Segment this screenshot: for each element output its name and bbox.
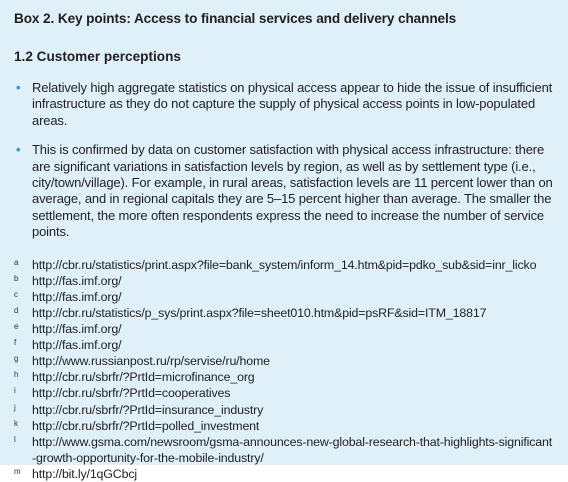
footnote-mark: e	[14, 322, 19, 332]
footnote-mark: h	[14, 370, 19, 380]
key-point	[14, 80, 554, 129]
footnote	[14, 289, 554, 305]
footnote	[14, 273, 554, 289]
footnote-mark: a	[14, 257, 19, 267]
footnote-link[interactable]: http://cbr.ru/sbrfr/?PrtId=insurance_industry	[32, 402, 264, 417]
footnote-link[interactable]: http://fas.imf.org/	[32, 273, 122, 288]
footnote-link[interactable]: http://cbr.ru/sbrfr/?PrtId=polled_investment	[32, 418, 260, 433]
footnote	[14, 402, 554, 418]
footnote	[14, 257, 554, 273]
footnote-link[interactable]: http://www.gsma.com/newsroom/gsma-announces-new-global-research-that-highlights-significant-growth-opportunity-for-the-mobile-industry/	[32, 434, 553, 465]
footnote-link[interactable]: http://fas.imf.org/	[32, 289, 122, 304]
footnote-mark: i	[14, 386, 16, 396]
footnote	[14, 385, 554, 401]
footnote-link[interactable]: http://cbr.ru/statistics/print.aspx?file=bank_system/inform_14.htm&pid=pdko_sub&sid=inr_licko	[32, 257, 537, 272]
footnote	[14, 321, 554, 337]
key-point-text: This is confirmed by data on customer satisfaction with physical access infrastructure: there are significant variations in satisfaction levels by region, as well as by settlement type (i.e., city/town/village). For example, in rural areas, satisfaction levels are 11 percent lower than on average, and in regional capitals they are 5–15 percent higher than average. The smaller the settlement, the more often respondents express the need to increase the number of service points.	[32, 142, 553, 240]
box-title: Box 2. Key points: Access to financial services and delivery channels	[14, 11, 457, 26]
footnote-link[interactable]: http://cbr.ru/sbrfr/?PrtId=cooperatives	[32, 386, 231, 401]
footnote-mark: g	[14, 354, 19, 364]
key-point	[14, 142, 554, 240]
footnote	[14, 305, 554, 321]
footnote	[14, 418, 554, 434]
footnote-mark: d	[14, 305, 19, 315]
footnote	[14, 434, 554, 466]
footnote-link[interactable]: http://cbr.ru/statistics/p_sys/print.aspx?file=sheet010.htm&pid=psRF&sid=ITM_18817	[32, 305, 487, 320]
key-point-text: Relatively high aggregate statistics on physical access appear to hide the issue of insufficient infrastructure as they do not capture the supply of physical access points in low-populated areas.	[32, 80, 553, 128]
footnote-mark: j	[14, 402, 16, 412]
footnote-link[interactable]: http://www.russianpost.ru/rp/servise/ru/home	[32, 354, 270, 369]
section-title: 1.2 Customer perceptions	[14, 49, 181, 64]
footnote-mark: b	[14, 273, 19, 283]
key-points-list	[14, 80, 554, 241]
footnote	[14, 369, 554, 385]
bullet-icon: •	[16, 80, 21, 95]
footnote-mark: k	[14, 418, 18, 428]
footnote-mark: m	[14, 466, 21, 476]
footnote-link[interactable]: http://cbr.ru/sbrfr/?PrtId=microfinance_org	[32, 370, 255, 385]
footnote-mark: l	[14, 434, 16, 444]
footnote	[14, 353, 554, 369]
footnote-link[interactable]: http://fas.imf.org/	[32, 322, 122, 337]
footnote-mark: f	[14, 338, 17, 348]
footnote-link[interactable]: http://fas.imf.org/	[32, 338, 122, 353]
footnote	[14, 337, 554, 353]
bullet-icon: •	[16, 142, 21, 158]
footnote-mark: c	[14, 289, 18, 299]
footnotes	[14, 257, 554, 482]
footnote	[14, 466, 554, 482]
footnote-link[interactable]: http://bit.ly/1qGCbcj	[32, 466, 137, 481]
